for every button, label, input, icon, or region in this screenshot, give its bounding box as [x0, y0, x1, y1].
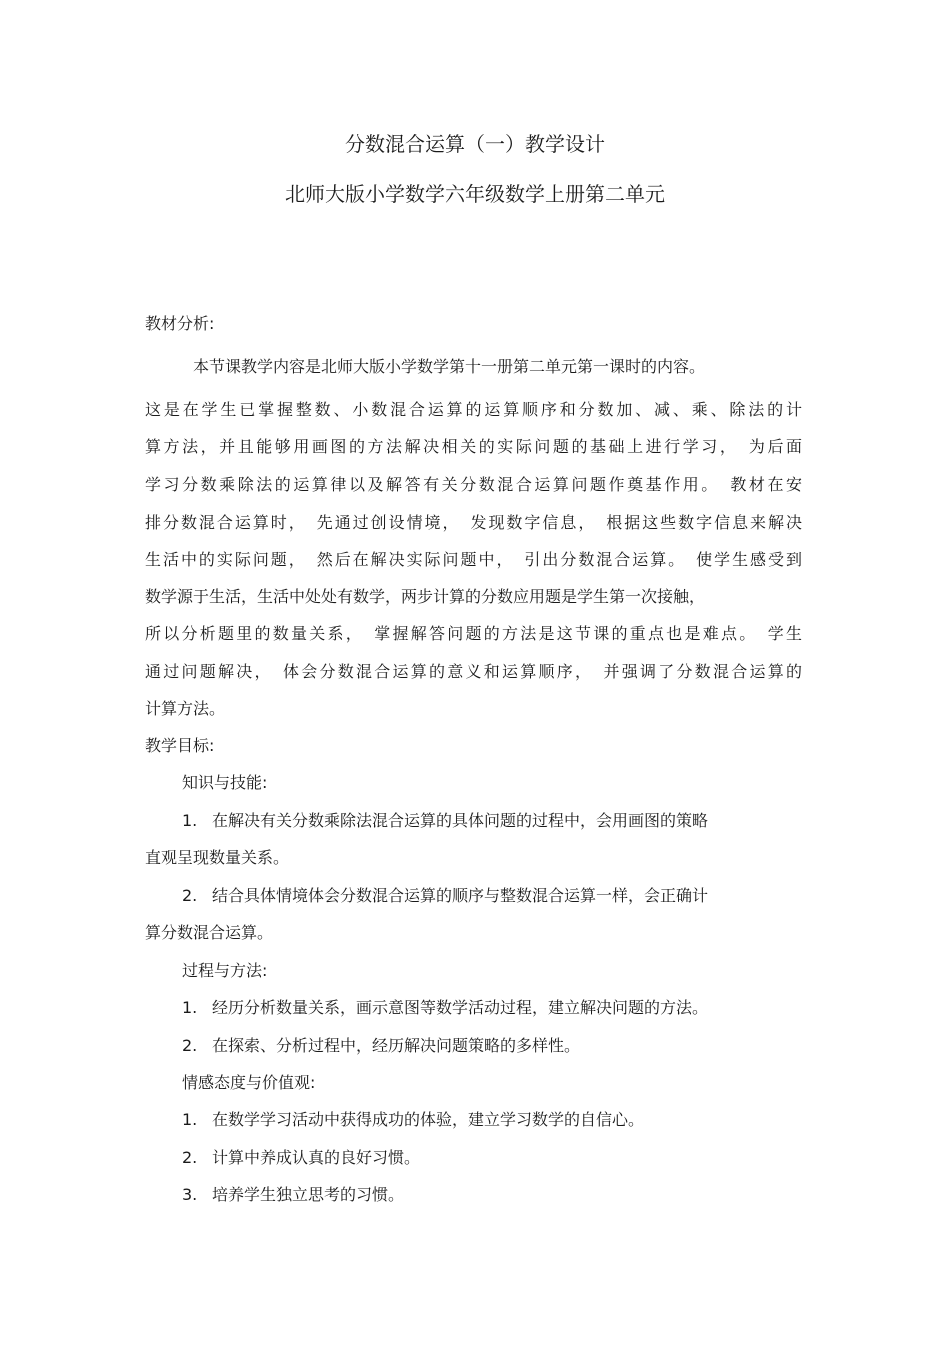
list-text: 计算中养成认真的良好习惯。: [212, 1148, 421, 1167]
analysis-line-6: 生活中的实际问题， 然后在解决实际问题中， 引出分数混合运算。 使学生感受到: [145, 550, 802, 569]
emotion-item-2: [182, 1147, 420, 1169]
list-number: 1.: [182, 811, 198, 830]
list-number: 2.: [182, 1036, 198, 1055]
analysis-line-10: 计算方法。: [145, 699, 226, 718]
analysis-line-2: 这是在学生已掌握整数、小数混合运算的运算顺序和分数加、减、乘、除法的计: [145, 400, 802, 419]
list-number: 1.: [182, 998, 198, 1017]
knowledge-heading: 知识与技能:: [182, 773, 268, 792]
process-item-1: [182, 997, 708, 1019]
analysis-line-4: 学习分数乘除法的运算律以及解答有关分数混合运算问题作奠基作用。 教材在安: [145, 475, 802, 494]
emotion-heading: 情感态度与价值观:: [182, 1073, 316, 1092]
list-text: 在解决有关分数乘除法混合运算的具体问题的过程中，会用画图的策略: [212, 811, 709, 830]
analysis-line-8: 所以分析题里的数量关系， 掌握解答问题的方法是这节课的重点也是难点。 学生: [145, 624, 802, 643]
knowledge-item-1: [182, 810, 708, 832]
list-text: 经历分析数量关系，画示意图等数学活动过程，建立解决问题的方法。: [212, 998, 709, 1017]
list-text: 在探索、分析过程中，经历解决问题策略的多样性。: [212, 1036, 581, 1055]
analysis-line-5: 排分数混合运算时， 先通过创设情境， 发现数字信息， 根据这些数字信息来解决: [145, 513, 802, 532]
emotion-item-3: [182, 1184, 404, 1206]
document-title: 分数混合运算（一）教学设计: [345, 132, 605, 156]
list-number: 2.: [182, 886, 198, 905]
analysis-line-7: 数学源于生活，生活中处处有数学，两步计算的分数应用题是学生第一次接触，: [145, 587, 706, 606]
list-number: 3.: [182, 1185, 198, 1204]
process-heading: 过程与方法:: [182, 961, 268, 980]
knowledge-item-2: [182, 885, 708, 907]
goals-heading: 教学目标:: [145, 736, 215, 755]
analysis-line-9: 通过问题解决， 体会分数混合运算的意义和运算顺序， 并强调了分数混合运算的: [145, 662, 802, 681]
list-text: 结合具体情境体会分数混合运算的顺序与整数混合运算一样，会正确计: [212, 886, 709, 905]
knowledge-item-2-cont: 算分数混合运算。: [145, 923, 274, 942]
list-number: 1.: [182, 1110, 198, 1129]
knowledge-item-1-cont: 直观呈现数量关系。: [145, 848, 290, 867]
process-item-2: [182, 1035, 580, 1057]
list-text: 在数学学习活动中获得成功的体验，建立学习数学的自信心。: [212, 1110, 645, 1129]
analysis-line-1: 本节课教学内容是北师大版小学数学第十一册第二单元第一课时的内容。: [193, 357, 706, 376]
list-text: 培养学生独立思考的习惯。: [212, 1185, 405, 1204]
document-subtitle: 北师大版小学数学六年级数学上册第二单元: [285, 182, 665, 206]
analysis-heading: 教材分析:: [145, 314, 215, 333]
analysis-line-3: 算方法，并且能够用画图的方法解决相关的实际问题的基础上进行学习， 为后面: [145, 437, 802, 456]
list-number: 2.: [182, 1148, 198, 1167]
emotion-item-1: [182, 1109, 644, 1131]
